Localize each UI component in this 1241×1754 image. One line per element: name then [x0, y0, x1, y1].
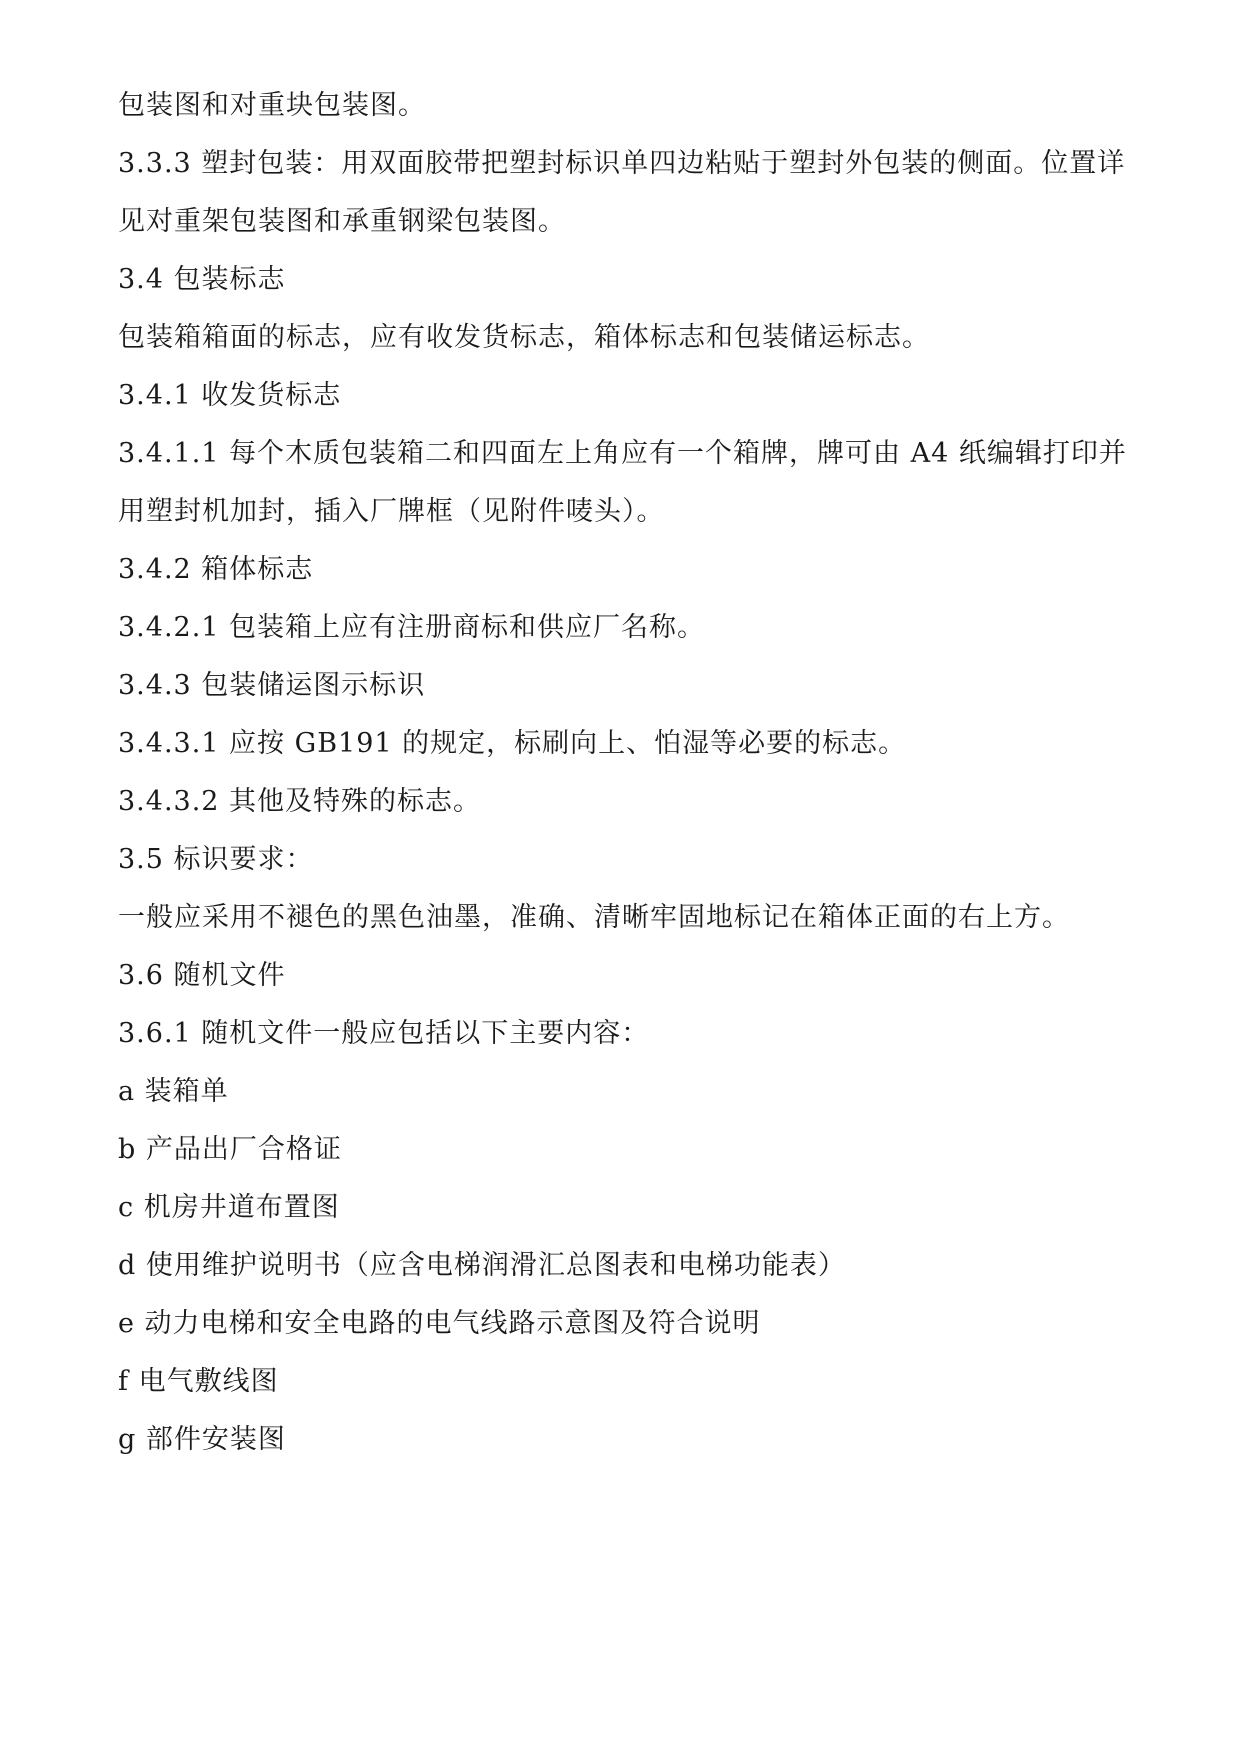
list-item: a 装箱单: [118, 1076, 229, 1107]
section-3-4-2-1: 3.4.2.1 包装箱上应有注册商标和供应厂名称。: [118, 612, 706, 643]
list-item: c 机房井道布置图: [118, 1192, 340, 1223]
heading-3-5: 3.5 标识要求：: [118, 844, 314, 875]
heading-3-4-1: 3.4.1 收发货标志: [118, 380, 342, 411]
list-item: e 动力电梯和安全电路的电气线路示意图及符合说明: [118, 1308, 761, 1339]
section-3-4-1-1-line-2: 用塑封机加封，插入厂牌框（见附件唛头）。: [118, 496, 665, 527]
section-3-6-1: 3.6.1 随机文件一般应包括以下主要内容：: [118, 1018, 650, 1049]
list-item: b 产品出厂合格证: [118, 1134, 342, 1165]
section-3-3-3-line-1: 3.3.3 塑封包装：用双面胶带把塑封标识单四边粘贴于塑封外包装的侧面。位置详: [118, 148, 1126, 179]
section-3-4-3-1: 3.4.3.1 应按 GB191 的规定，标刷向上、怕湿等必要的标志。: [118, 728, 907, 759]
text-line: 包装图和对重块包装图。: [118, 90, 426, 121]
heading-3-4-3: 3.4.3 包装储运图示标识: [118, 670, 426, 701]
list-item: g 部件安装图: [118, 1424, 286, 1455]
text-line: 一般应采用不褪色的黑色油墨，准确、清晰牢固地标记在箱体正面的右上方。: [118, 902, 1070, 933]
text-line: 包装箱箱面的标志，应有收发货标志，箱体标志和包装储运标志。: [118, 322, 930, 353]
list-item: f 电气敷线图: [118, 1366, 279, 1397]
heading-3-6: 3.6 随机文件: [118, 960, 286, 991]
list-item: d 使用维护说明书（应含电梯润滑汇总图表和电梯功能表）: [118, 1250, 846, 1281]
section-3-4-1-1-line-1: 3.4.1.1 每个木质包装箱二和四面左上角应有一个箱牌，牌可由 A4 纸编辑打印并: [118, 438, 1127, 469]
section-3-4-3-2: 3.4.3.2 其他及特殊的标志。: [118, 786, 482, 817]
section-3-3-3-line-2: 见对重架包装图和承重钢梁包装图。: [118, 206, 566, 237]
heading-3-4: 3.4 包装标志: [118, 264, 286, 295]
heading-3-4-2: 3.4.2 箱体标志: [118, 554, 314, 585]
